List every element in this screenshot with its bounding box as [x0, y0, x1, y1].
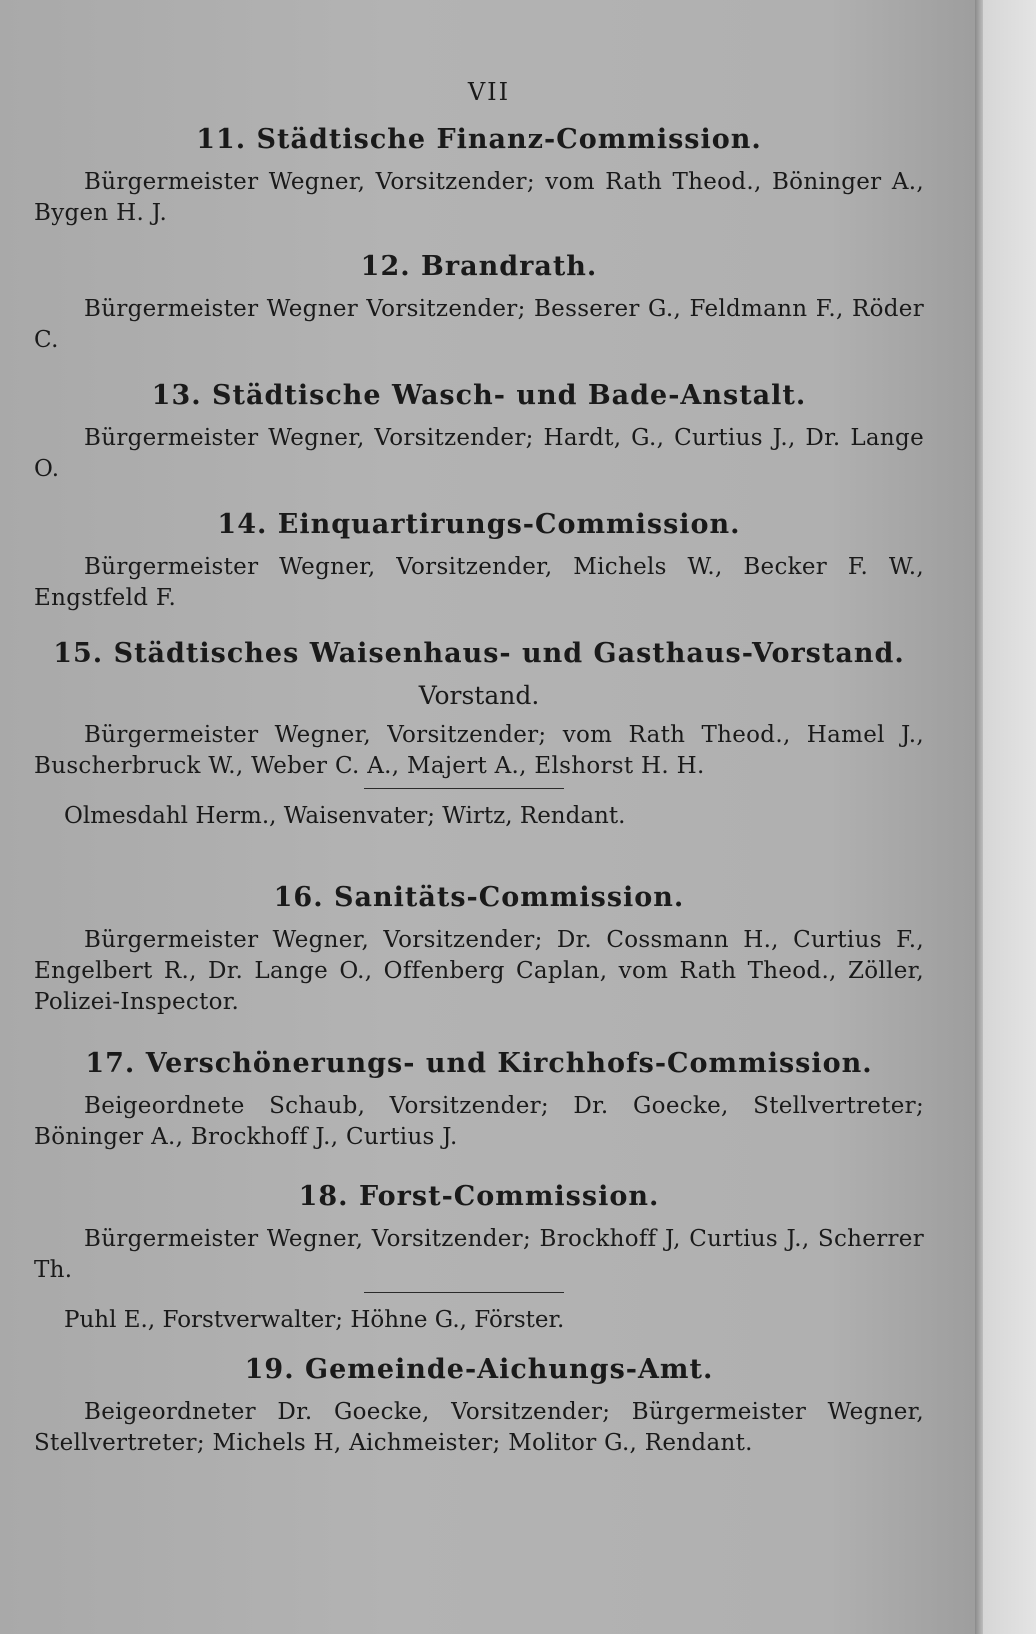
section-note: Olmesdahl Herm., Waisenvater; Wirtz, Rendant. [64, 803, 626, 829]
section-waisenhaus-vorstand [34, 638, 924, 832]
section-members: Bürgermeister Wegner, Vorsitzender; Brockhoff J, Curtius J., Scherrer Th. [34, 1226, 924, 1283]
section-heading: 15. Städtisches Waisenhaus- und Gasthaus-Vorstand. [53, 638, 905, 669]
section-verschoenerungs-commission [34, 1048, 924, 1153]
scan-margin [983, 0, 1036, 1634]
divider-rule [364, 1292, 564, 1293]
section-members: Bürgermeister Wegner, Vorsitzender; Dr. Cossmann H., Curtius F., Engelbert R., Dr. Lange O., Offenberg Caplan, vom Rath Theod., Zöller, Polizei-Inspector. [34, 927, 924, 1015]
section-heading: 19. Gemeinde-Aichungs-Amt. [244, 1354, 714, 1385]
section-heading: 18. Forst-Commission. [298, 1181, 660, 1212]
section-members: Bürgermeister Wegner, Vorsitzender; vom Rath Theod., Hamel J., Buscherbruck W., Weber C. A., Majert A., Elshorst H. H. [34, 722, 924, 779]
section-members: Bürgermeister Wegner, Vorsitzender; Hardt, G., Curtius J., Dr. Lange O. [34, 425, 924, 482]
section-heading: 13. Städtische Wasch- und Bade-Anstalt. [151, 380, 807, 411]
page-edge [975, 0, 983, 1634]
section-heading: 16. Sanitäts-Commission. [273, 882, 685, 913]
page-content [34, 78, 924, 1459]
section-subheading: Vorstand. [418, 681, 540, 710]
section-heading: 14. Einquartirungs-Commission. [217, 509, 741, 540]
section-brandrath [34, 251, 924, 356]
page-number: VII [467, 78, 511, 106]
section-aichungs-amt [34, 1354, 924, 1459]
section-members: Bürgermeister Wegner Vorsitzender; Besserer G., Feldmann F., Röder C. [34, 296, 924, 353]
section-members: Beigeordnete Schaub, Vorsitzender; Dr. Goecke, Stellvertreter; Böninger A., Brockhoff J., Curtius J. [34, 1093, 924, 1150]
section-members: Beigeordneter Dr. Goecke, Vorsitzender; Bürgermeister Wegner, Stellvertreter; Michels H, Aichmeister; Molitor G., Rendant. [34, 1399, 924, 1456]
section-einquartirungs-commission [34, 509, 924, 614]
section-heading: 11. Städtische Finanz-Commission. [196, 124, 762, 155]
section-heading: 12. Brandrath. [360, 251, 598, 282]
section-finanz-commission [34, 124, 924, 229]
section-heading: 17. Verschönerungs- und Kirchhofs-Commission. [85, 1048, 873, 1079]
section-sanitaets-commission [34, 882, 924, 1018]
section-members: Bürgermeister Wegner, Vorsitzender, Michels W., Becker F. W., Engstfeld F. [34, 554, 924, 611]
section-forst-commission [34, 1181, 924, 1336]
section-members: Bürgermeister Wegner, Vorsitzender; vom Rath Theod., Böninger A., Bygen H. J. [34, 169, 924, 226]
divider-rule [364, 788, 564, 789]
section-wasch-bade-anstalt [34, 380, 924, 485]
section-note: Puhl E., Forstverwalter; Höhne G., Förster. [64, 1307, 565, 1333]
